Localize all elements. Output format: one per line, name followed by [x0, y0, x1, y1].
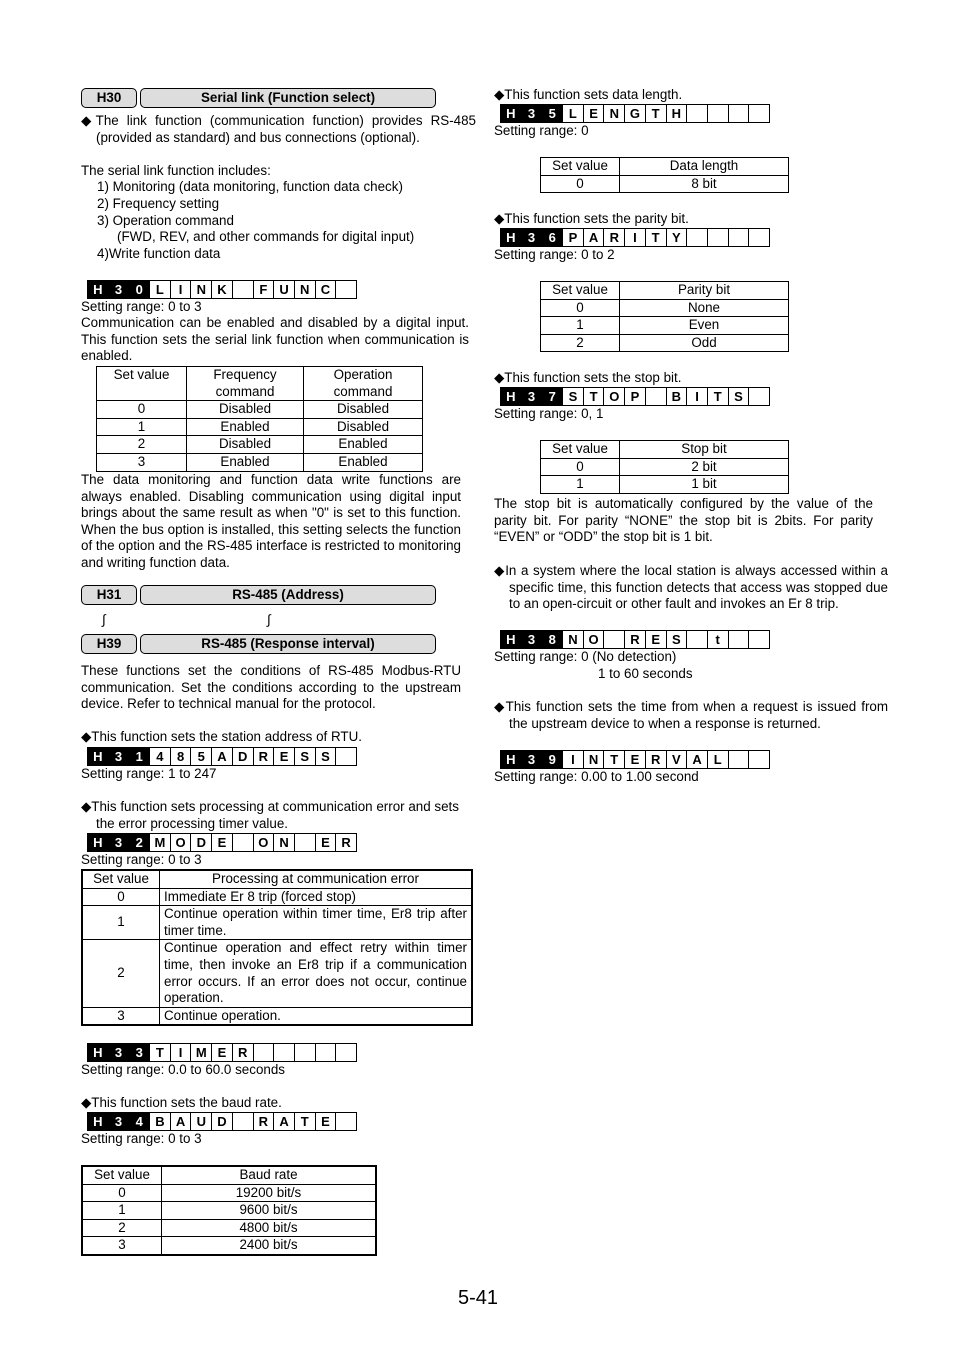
h30-list-item: 1) Monitoring (data monitoring, function data check) — [97, 179, 403, 194]
display-segment: T — [645, 228, 667, 247]
display-segment — [748, 228, 770, 247]
display-segment: R — [232, 1043, 254, 1062]
display-segment: N — [294, 280, 316, 299]
display-segment: 1 — [128, 747, 150, 766]
table-row — [97, 436, 423, 454]
table-header-cell: Set value — [541, 282, 620, 300]
display-segment: O — [170, 833, 192, 852]
display-segment: 3 — [521, 104, 543, 123]
display-segment: H — [87, 1112, 109, 1131]
h32-table — [81, 869, 473, 1026]
h34-setting-range: Setting range: 0 to 3 — [81, 1131, 202, 1146]
display-segment — [294, 1043, 316, 1062]
display-segment — [728, 750, 750, 769]
table-cell: 0 — [541, 458, 620, 476]
display-segment — [232, 1112, 254, 1131]
table-cell: Immediate Er 8 trip (forced stop) — [160, 888, 473, 906]
h35-display-segments — [501, 104, 770, 123]
h37-display-segments — [501, 387, 770, 406]
h36-display-segments — [501, 228, 770, 247]
table-header-cell: Processing at communication error — [160, 870, 473, 888]
display-segment: S — [728, 387, 750, 406]
display-segment: L — [562, 104, 584, 123]
h30-display-segments — [88, 280, 357, 299]
table-header-row — [541, 441, 789, 459]
display-segment: N — [273, 833, 295, 852]
display-segment — [748, 750, 770, 769]
h39-title: RS-485 (Response interval) — [140, 634, 436, 654]
display-segment: L — [707, 750, 729, 769]
display-segment: A — [686, 750, 708, 769]
h35-desc: ◆This function sets data length. — [494, 87, 683, 102]
display-segment — [335, 1112, 357, 1131]
table-header-row — [82, 1166, 376, 1184]
table-cell: 2 bit — [620, 458, 789, 476]
display-segment: 3 — [521, 750, 543, 769]
display-segment: E — [624, 750, 646, 769]
h30-code: H30 — [81, 88, 137, 108]
display-segment: 7 — [541, 387, 563, 406]
display-segment: A — [583, 228, 605, 247]
display-segment: 3 — [108, 833, 130, 852]
table-cell: Even — [620, 317, 789, 335]
h34-desc: ◆This function sets the baud rate. — [81, 1095, 282, 1110]
display-segment: 3 — [108, 280, 130, 299]
display-segment: I — [562, 750, 584, 769]
display-segment: T — [149, 1043, 171, 1062]
display-segment — [748, 104, 770, 123]
table-cell: 1 — [82, 1202, 162, 1220]
table-row — [541, 317, 789, 335]
display-segment — [686, 228, 708, 247]
table-cell: 1 — [82, 906, 160, 940]
display-segment: E — [645, 630, 667, 649]
display-segment: N — [603, 104, 625, 123]
display-segment: G — [624, 104, 646, 123]
display-segment — [748, 630, 770, 649]
display-segment: S — [294, 747, 316, 766]
display-segment: E — [315, 1112, 337, 1131]
display-segment: E — [315, 833, 337, 852]
table-cell: Enabled — [187, 418, 304, 436]
rs485-description: These functions set the conditions of RS-485 Modbus-RTU communication. Set the conditions according to the upstream device. Refer to technical manual for the protocol. — [81, 663, 461, 712]
table-cell: Enabled — [304, 453, 423, 471]
table-row — [541, 175, 789, 193]
display-segment: K — [211, 280, 233, 299]
h33-display-segments — [88, 1043, 357, 1062]
display-segment: S — [315, 747, 337, 766]
h36-setting-range: Setting range: 0 to 2 — [494, 247, 615, 262]
table-cell: 0 — [541, 299, 620, 317]
table-cell: 8 bit — [620, 175, 789, 193]
display-segment: R — [253, 1112, 275, 1131]
h31-setting-range: Setting range: 1 to 247 — [81, 766, 217, 781]
display-segment: E — [273, 747, 295, 766]
table-cell: 0 — [97, 401, 187, 419]
display-segment — [686, 104, 708, 123]
display-segment: 3 — [521, 228, 543, 247]
display-segment: F — [253, 280, 275, 299]
table-header-cell: Set value — [541, 158, 620, 176]
table-cell: 2 — [82, 1219, 162, 1237]
table-cell: Continue operation within timer time, Er8 trip after timer time. — [160, 906, 473, 940]
display-segment: E — [211, 1043, 233, 1062]
h30-table — [96, 366, 423, 472]
table-cell: 1 — [541, 476, 620, 494]
table-header-cell: Stop bit — [620, 441, 789, 459]
table-cell: 0 — [82, 888, 160, 906]
display-segment: H — [666, 104, 688, 123]
display-segment: H — [500, 104, 522, 123]
table-header-cell: Set value — [82, 870, 160, 888]
table-row — [97, 401, 423, 419]
table-header-row — [97, 367, 423, 401]
display-segment — [253, 1043, 275, 1062]
display-segment: T — [603, 750, 625, 769]
h30-title: Serial link (Function select) — [140, 88, 436, 108]
table-header-row — [541, 158, 789, 176]
display-segment: 6 — [541, 228, 563, 247]
table-header-cell: Set value — [541, 441, 620, 459]
table-cell: 1 — [97, 418, 187, 436]
h30-list-item: (FWD, REV, and other commands for digital input) — [117, 229, 415, 244]
display-segment: C — [315, 280, 337, 299]
h31-code: H31 — [81, 585, 137, 605]
table-cell: Disabled — [187, 436, 304, 454]
display-segment: R — [253, 747, 275, 766]
display-segment — [232, 833, 254, 852]
display-segment: U — [190, 1112, 212, 1131]
table-cell: Odd — [620, 334, 789, 352]
display-segment: R — [645, 750, 667, 769]
table-cell: Disabled — [187, 401, 304, 419]
display-segment — [686, 630, 708, 649]
display-segment: 3 — [108, 747, 130, 766]
h35-table — [540, 157, 789, 193]
display-segment: R — [335, 833, 357, 852]
display-segment — [707, 228, 729, 247]
table-header-cell: Frequency command — [187, 367, 304, 401]
display-segment: 4 — [149, 747, 171, 766]
h32-desc: ◆This function sets processing at communication error and sets the error processing timer value. — [81, 799, 459, 831]
table-row — [541, 334, 789, 352]
display-segment: H — [87, 1043, 109, 1062]
table-cell: Disabled — [304, 418, 423, 436]
table-cell: 2 — [97, 436, 187, 454]
display-segment: 3 — [128, 1043, 150, 1062]
h39-display-segments — [501, 750, 770, 769]
display-segment: D — [211, 1112, 233, 1131]
table-cell: None — [620, 299, 789, 317]
table-row — [82, 906, 472, 940]
table-header-cell: Set value — [82, 1166, 162, 1184]
h39-setting-range: Setting range: 0.00 to 1.00 second — [494, 769, 699, 784]
h36-table — [540, 281, 789, 352]
table-row — [541, 476, 789, 494]
h30-intro: ◆The link function (communication function) provides RS-485 (provided as standard) and bus connections (optional). — [81, 113, 476, 145]
h39-code: H39 — [81, 634, 137, 654]
display-segment: T — [294, 1112, 316, 1131]
display-segment: 8 — [170, 747, 192, 766]
display-segment: 3 — [108, 1112, 130, 1131]
h38-setting-range-2: 1 to 60 seconds — [598, 666, 693, 681]
display-segment: A — [170, 1112, 192, 1131]
table-cell: 3 — [82, 1237, 162, 1255]
h30-list-item: 4)Write function data — [97, 246, 221, 261]
display-segment: H — [500, 228, 522, 247]
display-segment — [728, 104, 750, 123]
table-cell: 2400 bit/s — [162, 1237, 377, 1255]
h35-setting-range: Setting range: 0 — [494, 123, 589, 138]
table-cell: 1 bit — [620, 476, 789, 494]
table-row — [82, 940, 472, 1007]
h32-display-segments — [88, 833, 357, 852]
display-segment: D — [232, 747, 254, 766]
table-cell: Disabled — [304, 401, 423, 419]
table-row — [97, 418, 423, 436]
display-segment: D — [190, 833, 212, 852]
display-segment: T — [707, 387, 729, 406]
display-segment: S — [666, 630, 688, 649]
display-segment — [335, 280, 357, 299]
display-segment: 2 — [128, 833, 150, 852]
display-segment: P — [624, 387, 646, 406]
display-segment: Y — [666, 228, 688, 247]
display-segment: H — [87, 833, 109, 852]
h36-desc: ◆This function sets the parity bit. — [494, 211, 689, 226]
display-segment: A — [273, 1112, 295, 1131]
table-header-row — [82, 870, 472, 888]
display-segment: H — [500, 387, 522, 406]
h37-note: The stop bit is automatically configured by the value of the parity bit. For parity “NONE” the stop bit is 2bits. For parity “EVEN” or “ODD” the stop bit is 1 bit. — [494, 496, 873, 545]
display-segment: B — [666, 387, 688, 406]
h30-list-item: 2) Frequency setting — [97, 196, 220, 211]
display-segment: H — [87, 747, 109, 766]
h38-desc: ◆In a system where the local station is always accessed within a specific time, this function detects that access was stopped due to an open-circuit or other fault and invokes an Er 8 trip. — [494, 563, 888, 612]
table-row — [82, 1219, 376, 1237]
display-segment: 5 — [190, 747, 212, 766]
display-segment — [603, 630, 625, 649]
display-segment — [707, 104, 729, 123]
display-segment: 3 — [521, 387, 543, 406]
display-segment: P — [562, 228, 584, 247]
table-header-cell: Parity bit — [620, 282, 789, 300]
display-segment: T — [645, 104, 667, 123]
table-cell: 0 — [82, 1184, 162, 1202]
table-header-cell: Data length — [620, 158, 789, 176]
display-segment: H — [500, 750, 522, 769]
table-header-cell: Operation command — [304, 367, 423, 401]
display-segment: N — [562, 630, 584, 649]
table-cell: 1 — [541, 317, 620, 335]
display-segment: H — [87, 280, 109, 299]
table-row — [82, 1202, 376, 1220]
table-row — [541, 299, 789, 317]
h30-list-lead: The serial link function includes: — [81, 163, 271, 178]
h33-setting-range: Setting range: 0.0 to 60.0 seconds — [81, 1062, 285, 1077]
display-segment: H — [500, 630, 522, 649]
table-row — [97, 453, 423, 471]
display-segment — [728, 228, 750, 247]
table-cell: 19200 bit/s — [162, 1184, 377, 1202]
range-tilde: ∫ — [267, 612, 271, 627]
h37-setting-range: Setting range: 0, 1 — [494, 406, 604, 421]
display-segment — [645, 387, 667, 406]
display-segment — [232, 280, 254, 299]
table-cell: 0 — [541, 175, 620, 193]
table-cell: 3 — [97, 453, 187, 471]
display-segment: N — [583, 750, 605, 769]
h30-note: The data monitoring and function data write functions are always enabled. Disabling communication using digital input brings about the same result as when "0" is set to this function. When the bus option is installed, this setting selects the function of the option and the RS-485 interface is restricted to monitoring and writing function data. — [81, 472, 461, 570]
display-segment: N — [190, 280, 212, 299]
page-number: 5-41 — [458, 1287, 499, 1309]
display-segment: I — [170, 280, 192, 299]
table-row — [82, 1007, 472, 1025]
display-segment: I — [686, 387, 708, 406]
table-row — [541, 458, 789, 476]
table-header-cell: Baud rate — [162, 1166, 377, 1184]
display-segment: O — [583, 630, 605, 649]
h31-title: RS-485 (Address) — [140, 585, 436, 605]
h31-display-segments — [88, 747, 357, 766]
display-segment: T — [583, 387, 605, 406]
display-segment: M — [149, 833, 171, 852]
table-row — [82, 888, 472, 906]
h30-list-item: 3) Operation command — [97, 213, 234, 228]
display-segment: I — [170, 1043, 192, 1062]
display-segment — [315, 1043, 337, 1062]
range-tilde: ∫ — [102, 612, 106, 627]
display-segment: 0 — [128, 280, 150, 299]
table-cell: Enabled — [187, 453, 304, 471]
h38-setting-range: Setting range: 0 (No detection) — [494, 649, 677, 664]
h32-setting-range: Setting range: 0 to 3 — [81, 852, 202, 867]
h34-display-segments — [88, 1112, 357, 1131]
display-segment — [728, 630, 750, 649]
display-segment: E — [583, 104, 605, 123]
h31-desc: ◆This function sets the station address of RTU. — [81, 729, 362, 744]
display-segment: 8 — [541, 630, 563, 649]
h37-desc: ◆This function sets the stop bit. — [494, 370, 682, 385]
display-segment: 3 — [108, 1043, 130, 1062]
display-segment: t — [707, 630, 729, 649]
h37-table — [540, 440, 789, 494]
display-segment: V — [666, 750, 688, 769]
display-segment: I — [624, 228, 646, 247]
table-cell: Continue operation and effect retry within timer time, then invoke an Er8 trip if a communication error occurs. If an error does not occur, continue operation. — [160, 940, 473, 1007]
table-cell: 2 — [82, 940, 160, 1007]
h30-setting-range: Setting range: 0 to 3 — [81, 299, 202, 314]
display-segment: M — [190, 1043, 212, 1062]
table-cell: 9600 bit/s — [162, 1202, 377, 1220]
display-segment: R — [603, 228, 625, 247]
table-row — [82, 1237, 376, 1255]
display-segment: A — [211, 747, 233, 766]
display-segment: 4 — [128, 1112, 150, 1131]
display-segment: O — [253, 833, 275, 852]
display-segment: 5 — [541, 104, 563, 123]
display-segment: S — [562, 387, 584, 406]
h39-desc: ◆This function sets the time from when a request is issued from the upstream device to when a response is returned. — [494, 699, 888, 731]
display-segment: L — [149, 280, 171, 299]
table-cell: 3 — [82, 1007, 160, 1025]
table-header-row — [541, 282, 789, 300]
display-segment — [335, 747, 357, 766]
display-segment — [294, 833, 316, 852]
table-cell: Enabled — [304, 436, 423, 454]
display-segment: R — [624, 630, 646, 649]
h30-description: Communication can be enabled and disabled by a digital input. This function sets the serial link function when communication is enabled. — [81, 315, 469, 364]
display-segment — [335, 1043, 357, 1062]
table-cell: 2 — [541, 334, 620, 352]
table-cell: Continue operation. — [160, 1007, 473, 1025]
h34-table — [81, 1165, 377, 1256]
display-segment: B — [149, 1112, 171, 1131]
display-segment: O — [603, 387, 625, 406]
display-segment: U — [273, 280, 295, 299]
display-segment — [273, 1043, 295, 1062]
table-header-cell: Set value — [97, 367, 187, 401]
table-cell: 4800 bit/s — [162, 1219, 377, 1237]
display-segment: 3 — [521, 630, 543, 649]
display-segment: 9 — [541, 750, 563, 769]
display-segment — [748, 387, 770, 406]
table-row — [82, 1184, 376, 1202]
h38-display-segments — [501, 630, 770, 649]
display-segment: E — [211, 833, 233, 852]
